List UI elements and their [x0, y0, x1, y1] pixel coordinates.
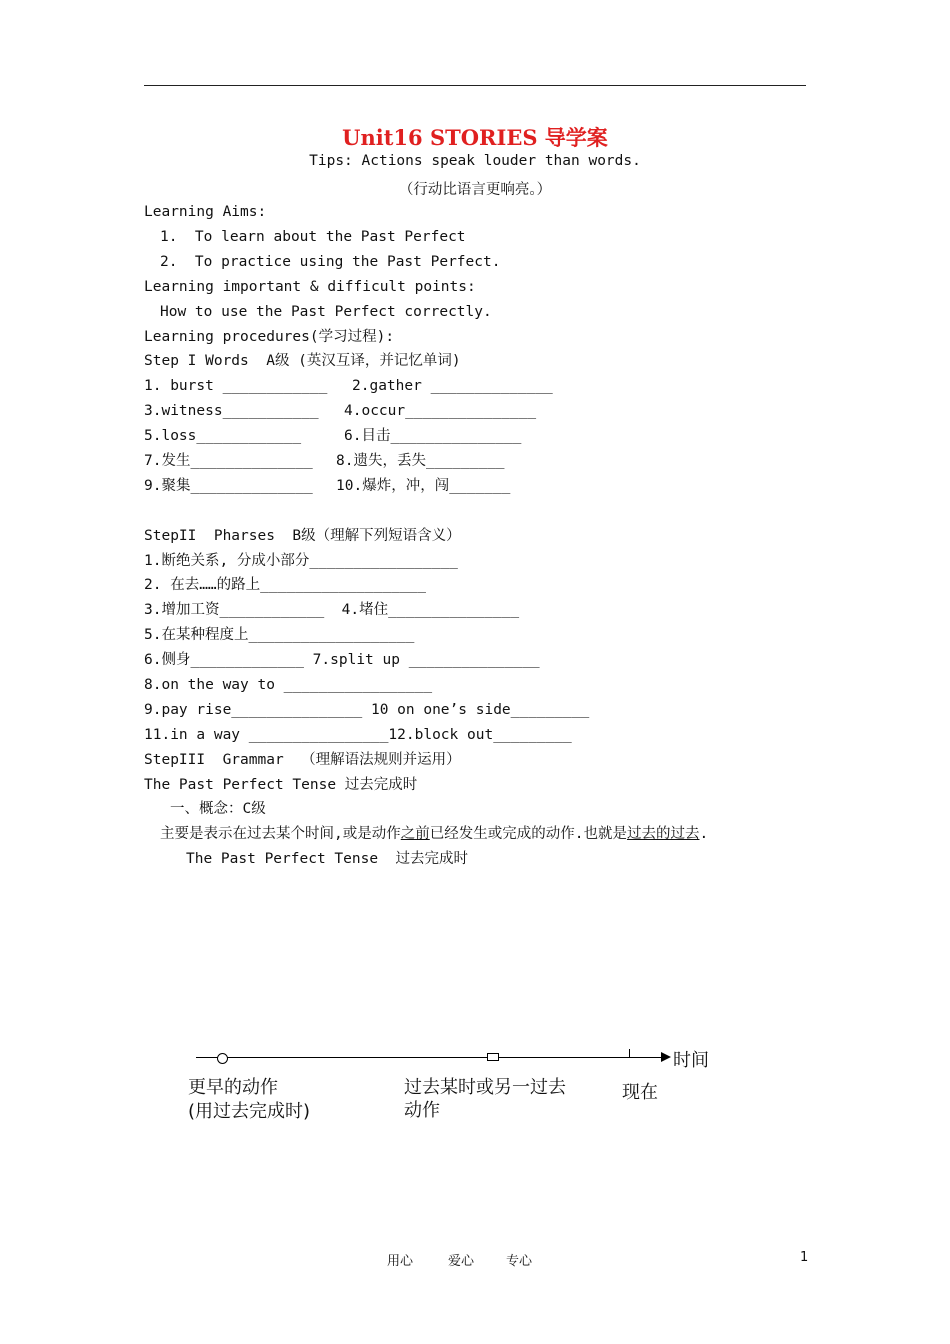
aim-item: 2. To practice using the Past Perfect. — [160, 254, 501, 270]
word-item: 1. burst ____________ — [144, 378, 328, 394]
definition-text: . — [699, 826, 709, 842]
header-rule — [144, 85, 806, 86]
procedures-heading: Learning procedures(学习过程): — [144, 329, 395, 345]
timeline-axis — [196, 1057, 662, 1058]
word-item: 9.聚集______________ — [144, 478, 313, 494]
word-item: 10.爆炸，冲，闯_______ — [336, 478, 511, 494]
word-item: 6.目击_______________ — [344, 428, 522, 444]
word-item: 5.loss____________ — [144, 428, 302, 444]
concept-heading: 一、概念：C级 — [170, 801, 266, 817]
tense-heading: The Past Perfect Tense 过去完成时 — [144, 777, 418, 793]
tense-heading-2: The Past Perfect Tense 过去完成时 — [186, 851, 469, 867]
points-heading: Learning important & difficult points: — [144, 279, 476, 295]
label-early-action: 更早的动作 — [188, 1077, 278, 1098]
step3-heading: StepIII Grammar （理解语法规则并运用） — [144, 752, 461, 768]
phrase-line: 6.侧身_____________ 7.split up _______________ — [144, 652, 540, 668]
definition-emphasis: 过去的过去 — [626, 826, 700, 842]
label-early-action-note: (用过去完成时) — [188, 1101, 311, 1122]
word-item: 4.occur_______________ — [344, 403, 537, 419]
label-past-action-cont: 动作 — [404, 1100, 440, 1121]
label-past-action: 过去某时或另一过去 — [404, 1077, 566, 1098]
definition-emphasis: 之前 — [400, 826, 430, 842]
step1-heading: Step I Words A级 (英汉互译，并记忆单词) — [144, 353, 461, 369]
definition-text: 主要是表示在过去某个时间,或是动作 — [160, 826, 401, 842]
page-number: 1 — [800, 1250, 809, 1265]
points-text: How to use the Past Perfect correctly. — [160, 304, 492, 320]
footer-motto-3: 专心 — [506, 1254, 533, 1269]
tips-translation: （行动比语言更响亮。） — [398, 182, 552, 198]
label-now: 现在 — [622, 1082, 658, 1103]
footer-motto-1: 用心 — [387, 1254, 414, 1269]
aims-heading: Learning Aims: — [144, 204, 267, 220]
step2-heading: StepII Pharses B级（理解下列短语含义） — [144, 528, 461, 544]
arrow-icon — [661, 1052, 671, 1062]
phrase-line: 1.断绝关系, 分成小部分_________________ — [144, 553, 458, 569]
phrase-line: 5.在某种程度上___________________ — [144, 627, 415, 643]
word-item: 7.发生______________ — [144, 453, 313, 469]
word-item: 8.遗失，丢失_________ — [336, 453, 505, 469]
tick-marker-icon — [629, 1049, 630, 1058]
page-title: Unit16 STORIES 导学案 — [342, 125, 608, 150]
aim-item: 1. To learn about the Past Perfect — [160, 229, 466, 245]
phrase-line: 3.增加工资____________ 4.堵住_______________ — [144, 602, 520, 618]
phrase-line: 11.in a way ________________12.block out_________ — [144, 727, 572, 743]
tips-line: Tips: Actions speak louder than words. — [309, 153, 641, 169]
footer-motto-2: 爱心 — [448, 1254, 475, 1269]
axis-label: 时间 — [673, 1050, 709, 1071]
word-item: 2.gather ______________ — [352, 378, 553, 394]
phrase-line: 9.pay rise_______________ 10 on one’s side_________ — [144, 702, 590, 718]
square-marker-icon — [487, 1053, 499, 1061]
circle-marker-icon — [217, 1053, 228, 1064]
definition-text: 已经发生或完成的动作.也就是 — [429, 826, 627, 842]
concept-definition — [160, 825, 708, 843]
phrase-line: 2. 在去……的路上___________________ — [144, 577, 427, 593]
word-item: 3.witness___________ — [144, 403, 319, 419]
phrase-line: 8.on the way to _________________ — [144, 677, 433, 693]
